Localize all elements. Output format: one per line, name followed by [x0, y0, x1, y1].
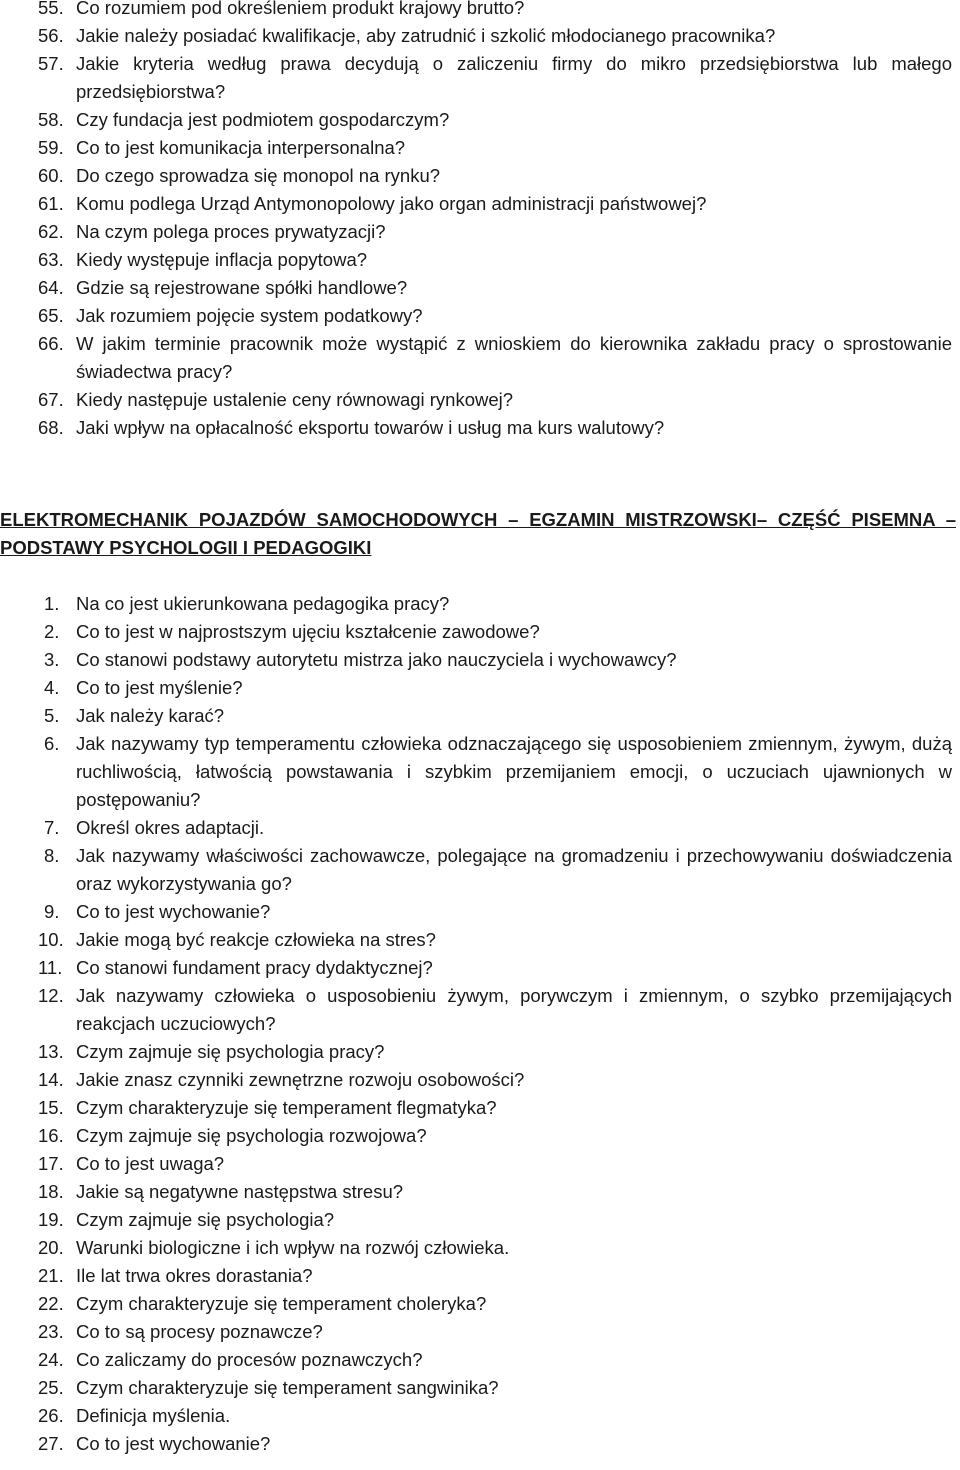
question-text: Jakie są negatywne następstwa stresu? [76, 1181, 404, 1202]
question-item [0, 1178, 960, 1206]
question-item [0, 842, 960, 898]
question-item [0, 954, 960, 982]
question-item [0, 814, 960, 842]
question-number: 25. [38, 1377, 64, 1398]
question-text: Czym charakteryzuje się temperament flegmatyka? [76, 1097, 497, 1118]
question-text: Co to jest uwaga? [76, 1153, 225, 1174]
question-text: Jakie należy posiadać kwalifikacje, aby zatrudnić i szkolić młodocianego pracownika? [76, 25, 776, 46]
question-number: 21. [38, 1265, 64, 1286]
question-text: Co to jest myślenie? [76, 677, 243, 698]
question-number: 14. [38, 1069, 64, 1090]
question-item [0, 1346, 960, 1374]
question-item [0, 982, 960, 1038]
question-item [0, 1234, 960, 1262]
question-item [0, 618, 960, 646]
question-item [0, 898, 960, 926]
question-text: Co to jest wychowanie? [76, 901, 271, 922]
question-item [0, 590, 960, 618]
question-item [0, 1150, 960, 1178]
question-number: 17. [38, 1153, 64, 1174]
question-item [0, 702, 960, 730]
question-text: Warunki biologiczne i ich wpływ na rozwój człowieka. [76, 1237, 510, 1258]
question-text: Jak nazywamy człowieka o usposobieniu żywym, porywczym i zmiennym, o szybko przemijających reakcjach uczuciowych? [76, 985, 952, 1034]
section-heading: ELEKTROMECHANIK POJAZDÓW SAMOCHODOWYCH – EGZAMIN MISTRZOWSKI– CZĘŚĆ PISEMNA – PODSTAWY PSYCHOLOGII I PEDAGOGIKI [0, 509, 956, 558]
question-text: Jaki wpływ na opłacalność eksportu towarów i usług ma kurs walutowy? [76, 417, 665, 438]
question-item [0, 246, 960, 274]
question-item [0, 218, 960, 246]
question-item [0, 1430, 960, 1458]
question-text: Ile lat trwa okres dorastania? [76, 1265, 313, 1286]
question-text: Co to jest wychowanie? [76, 1433, 271, 1454]
question-number: 3. [44, 649, 60, 670]
question-text: Co zaliczamy do procesów poznawczych? [76, 1349, 423, 1370]
question-number: 58. [38, 109, 64, 130]
question-number: 63. [38, 249, 64, 270]
question-text: Na co jest ukierunkowana pedagogika pracy? [76, 593, 450, 614]
question-text: Jak nazywamy właściwości zachowawcze, polegające na gromadzeniu i przechowywaniu doświadczenia oraz wykorzystywania go? [76, 845, 952, 894]
question-item [0, 190, 960, 218]
question-text: Kiedy występuje inflacja popytowa? [76, 249, 368, 270]
question-item [0, 1122, 960, 1150]
question-number: 13. [38, 1041, 64, 1062]
question-text: Do czego sprowadza się monopol na rynku? [76, 165, 441, 186]
question-item [0, 1318, 960, 1346]
question-number: 7. [44, 817, 60, 838]
question-number: 24. [38, 1349, 64, 1370]
question-number: 12. [38, 985, 64, 1006]
question-number: 8. [44, 845, 60, 866]
question-number: 2. [44, 621, 60, 642]
question-text: Czym charakteryzuje się temperament sangwinika? [76, 1377, 499, 1398]
question-number: 67. [38, 389, 64, 410]
question-number: 10. [38, 929, 64, 950]
question-number: 62. [38, 221, 64, 242]
question-text: Gdzie są rejestrowane spółki handlowe? [76, 277, 408, 298]
question-item [0, 302, 960, 330]
question-text: Jak należy karać? [76, 705, 225, 726]
question-number: 65. [38, 305, 64, 326]
question-number: 9. [44, 901, 60, 922]
question-item [0, 730, 960, 814]
question-item [0, 1290, 960, 1318]
question-text: Czym zajmuje się psychologia pracy? [76, 1041, 385, 1062]
question-number: 11. [38, 957, 63, 978]
question-item [0, 274, 960, 302]
question-number: 57. [38, 53, 64, 74]
question-text: Jak nazywamy typ temperamentu człowieka odznaczającego się usposobieniem zmiennym, żywym, dużą ruchliwością, łatwością powstawania i szybkim przemijaniem emocji, o uczuciach ujawnionych w postępowaniu? [76, 733, 952, 810]
question-number: 16. [38, 1125, 64, 1146]
question-number: 4. [44, 677, 60, 698]
question-text: Czym zajmuje się psychologia? [76, 1209, 335, 1230]
question-item [0, 386, 960, 414]
question-item [0, 1066, 960, 1094]
question-text: Co to są procesy poznawcze? [76, 1321, 323, 1342]
question-number: 64. [38, 277, 64, 298]
question-item [0, 0, 960, 22]
question-text: W jakim terminie pracownik może wystąpić z wnioskiem do kierownika zakładu pracy o sprostowanie świadectwa pracy? [76, 333, 952, 382]
question-item [0, 1094, 960, 1122]
question-text: Komu podlega Urząd Antymonopolowy jako organ administracji państwowej? [76, 193, 707, 214]
question-number: 6. [44, 733, 60, 754]
question-text: Kiedy następuje ustalenie ceny równowagi rynkowej? [76, 389, 514, 410]
question-item [0, 414, 960, 442]
question-text: Co stanowi podstawy autorytetu mistrza jako nauczyciela i wychowawcy? [76, 649, 677, 670]
question-item [0, 1206, 960, 1234]
question-number: 15. [38, 1097, 64, 1118]
economics-question-list [0, 0, 960, 442]
question-number: 5. [44, 705, 60, 726]
question-item [0, 1374, 960, 1402]
question-number: 66. [38, 333, 64, 354]
question-number: 61. [38, 193, 64, 214]
question-text: Jak rozumiem pojęcie system podatkowy? [76, 305, 423, 326]
question-number: 26. [38, 1405, 64, 1426]
question-text: Co to jest w najprostszym ujęciu kształcenie zawodowe? [76, 621, 540, 642]
question-number: 56. [38, 25, 64, 46]
question-text: Co rozumiem pod określeniem produkt krajowy brutto? [76, 0, 525, 18]
question-number: 18. [38, 1181, 64, 1202]
question-item [0, 330, 960, 386]
question-text: Jakie znasz czynniki zewnętrzne rozwoju osobowości? [76, 1069, 525, 1090]
question-text: Jakie mogą być reakcje człowieka na stres? [76, 929, 436, 950]
question-number: 68. [38, 417, 64, 438]
question-text: Czym zajmuje się psychologia rozwojowa? [76, 1125, 427, 1146]
question-number: 59. [38, 137, 64, 158]
question-item [0, 50, 960, 106]
question-item [0, 674, 960, 702]
question-item [0, 646, 960, 674]
question-item [0, 22, 960, 50]
question-number: 55. [38, 0, 64, 18]
question-text: Jakie kryteria według prawa decydują o zaliczeniu firmy do mikro przedsiębiorstwa lub małego przedsiębiorstwa? [76, 53, 952, 102]
question-text: Określ okres adaptacji. [76, 817, 265, 838]
question-item [0, 1262, 960, 1290]
question-text: Czy fundacja jest podmiotem gospodarczym? [76, 109, 450, 130]
question-text: Co stanowi fundament pracy dydaktycznej? [76, 957, 433, 978]
question-number: 60. [38, 165, 64, 186]
question-number: 23. [38, 1321, 64, 1342]
question-text: Czym charakteryzuje się temperament choleryka? [76, 1293, 487, 1314]
question-number: 27. [38, 1433, 64, 1454]
question-item [0, 162, 960, 190]
question-item [0, 106, 960, 134]
question-number: 20. [38, 1237, 64, 1258]
question-text: Definicja myślenia. [76, 1405, 231, 1426]
question-number: 1. [44, 593, 60, 614]
question-number: 22. [38, 1293, 64, 1314]
psychology-question-list [0, 590, 960, 1458]
question-item [0, 1038, 960, 1066]
question-text: Co to jest komunikacja interpersonalna? [76, 137, 406, 158]
question-item [0, 926, 960, 954]
question-item [0, 1402, 960, 1430]
question-text: Na czym polega proces prywatyzacji? [76, 221, 386, 242]
question-item [0, 134, 960, 162]
question-number: 19. [38, 1209, 64, 1230]
